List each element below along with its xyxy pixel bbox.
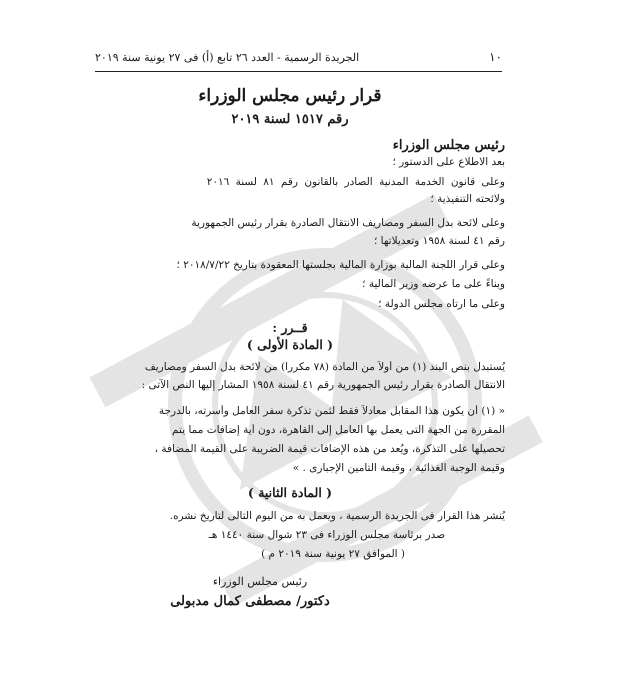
- article-1-heading: ( المادة الأولى ): [246, 337, 334, 352]
- article-1-line: « (١) أن يكون هذا المقابل معادلاً فقط لثمن تذكرة سفر العامل وأسرته، بالدرجة: [158, 405, 505, 417]
- gazette-info: الجريدة الرسمية - العدد ٢٦ تابع (أ) فى ٢٧ يونية سنة ٢٠١٩: [95, 51, 360, 64]
- decree-issuer: رئيس مجلس الوزراء: [392, 138, 505, 153]
- preamble-line: ولائحته التنفيذية ؛: [430, 193, 505, 205]
- preamble-line: رقم ٤١ لسنة ١٩٥٨ وتعديلاتها ؛: [373, 235, 505, 247]
- decree-number: رقم ١٥١٧ لسنة ٢٠١٩: [231, 112, 349, 127]
- preamble-line: وبناءً على ما عرضه وزير المالية ؛: [362, 278, 505, 290]
- preamble-line: وعلى قانون الخدمة المدنية الصادر بالقانون رقم ٨١ لسنة ٢٠١٦: [206, 176, 505, 188]
- decree-title: قرار رئيس مجلس الوزراء: [198, 86, 382, 106]
- preamble-line: وعلى ما ارتآه مجلس الدولة ؛: [378, 298, 505, 310]
- preamble-line: وعلى قرار اللجنة المالية بوزارة المالية بجلستها المعقودة بتاريخ ٢٠١٨/٧/٢٢ ؛: [176, 259, 505, 271]
- article-2-heading: ( المادة الثانية ): [247, 485, 333, 500]
- article-2-line: صدر برئاسة مجلس الوزراء فى ٢٣ شوال سنة ١٤٤٠ هـ: [208, 529, 445, 541]
- page-number: ١٠: [489, 50, 502, 64]
- article-2-line: يُنشر هذا القرار فى الجريدة الرسمية ، ويعمل به من اليوم التالى لتاريخ نشره.: [169, 510, 505, 522]
- article-1-line: يُستبدل بنص البند (١) من أولاً من المادة (٧٨ مكرراً) من لائحة بدل السفر ومصاريف: [144, 361, 505, 373]
- article-1-line: المقررة من الجهة التى يعمل بها العامل إلى القاهرة، دون أية إضافات مما يتم: [172, 424, 505, 436]
- preamble-line: بعد الاطلاع على الدستور ؛: [392, 156, 505, 168]
- article-1-line: الانتقال الصادرة بقرار رئيس الجمهورية رقم ٤١ لسنة ١٩٥٨ المشار إليها النص الآتى :: [141, 379, 505, 391]
- header-divider: [95, 71, 502, 72]
- article-2-line: ( الموافق ٢٧ يونية سنة ٢٠١٩ م ): [261, 548, 405, 560]
- decided-heading: قــرر :: [272, 320, 308, 335]
- article-1-line: وقيمة الوجبة الغذائية ، وقيمة التأمين الإجبارى . »: [292, 462, 505, 474]
- gazette-header: [95, 50, 502, 64]
- article-1-line: تحصيلها على التذكرة، ويُعد من هذه الإضافات قيمة الضريبة على القيمة المضافة ،: [154, 443, 505, 455]
- preamble-line: وعلى لائحة بدل السفر ومصاريف الانتقال الصادرة بقرار رئيس الجمهورية: [191, 217, 505, 229]
- signature-title: رئيس مجلس الوزراء: [212, 575, 308, 588]
- signature-name: دكتور/ مصطفى كمال مدبولى: [170, 594, 330, 609]
